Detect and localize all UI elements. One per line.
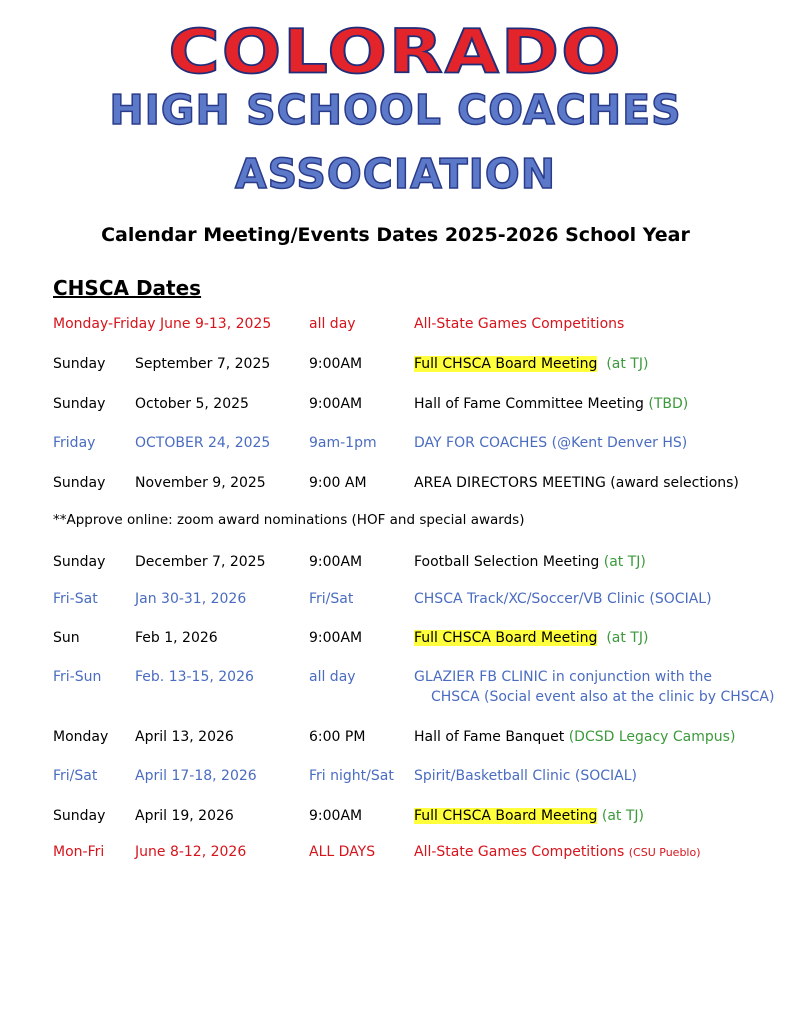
calendar-row <box>0 473 791 493</box>
row-day: Sunday <box>53 396 106 412</box>
row-event-wrap <box>414 842 701 863</box>
row-time: 9am-1pm <box>309 435 377 451</box>
row-event-location: (at TJ) <box>601 808 644 824</box>
row-event: All-State Games Competitions <box>414 844 625 860</box>
row-day: Monday-Friday <box>53 316 156 332</box>
row-event: Full CHSCA Board Meeting <box>414 630 598 646</box>
row-event: Football Selection Meeting <box>414 554 600 570</box>
row-event-wrap <box>414 628 648 648</box>
row-time: 9:00AM <box>309 396 363 412</box>
row-event-location: (at TJ) <box>606 630 649 646</box>
calendar-row <box>0 433 791 453</box>
calendar-row <box>0 589 791 609</box>
row-day: Fri/Sat <box>53 768 98 784</box>
row-day: Sunday <box>53 475 106 491</box>
row-event-wrap <box>414 806 644 826</box>
row-time: all day <box>309 316 356 332</box>
row-event-wrap <box>414 394 688 414</box>
row-time: 9:00 AM <box>309 475 367 491</box>
row-date: Feb 1, 2026 <box>135 630 218 646</box>
row-event-continued: CHSCA (Social event also at the clinic by CHSCA) <box>431 689 775 705</box>
calendar-row <box>0 314 791 334</box>
logo-high-school-coaches-text: HIGH SCHOOL COACHES <box>109 86 682 134</box>
calendar-row <box>0 842 791 862</box>
row-event: Full CHSCA Board Meeting <box>414 808 598 824</box>
row-time: 9:00AM <box>309 356 363 372</box>
row-date: April 19, 2026 <box>135 808 234 824</box>
row-date: Feb. 13-15, 2026 <box>135 669 254 685</box>
row-event: Spirit/Basketball Clinic (SOCIAL) <box>414 768 637 784</box>
approval-note: **Approve online: zoom award nominations (HOF and special awards) <box>53 512 525 528</box>
row-time: Fri/Sat <box>309 591 354 607</box>
row-day: Sunday <box>53 356 106 372</box>
row-day: Sunday <box>53 808 106 824</box>
row-event: Hall of Fame Banquet <box>414 729 565 745</box>
section-heading: CHSCA Dates <box>53 276 202 300</box>
calendar-row <box>0 394 791 414</box>
document-title: Calendar Meeting/Events Dates 2025-2026 School Year <box>101 224 690 246</box>
row-day: Mon-Fri <box>53 844 105 860</box>
row-event: CHSCA Track/XC/Soccer/VB Clinic (SOCIAL) <box>414 591 712 607</box>
calendar-row <box>0 727 791 747</box>
row-event-location: (CSU Pueblo) <box>628 846 701 859</box>
row-day: Friday <box>53 435 96 451</box>
row-event: AREA DIRECTORS MEETING (award selections) <box>414 475 739 491</box>
row-day: Sun <box>53 630 80 646</box>
row-event-wrap <box>414 552 646 572</box>
row-date: October 5, 2025 <box>135 396 249 412</box>
logo-colorado-text: COLORADO <box>168 16 623 88</box>
row-day: Fri-Sun <box>53 669 102 685</box>
calendar-row <box>0 667 791 707</box>
calendar-row <box>0 354 791 374</box>
row-day: Sunday <box>53 554 106 570</box>
row-time: 9:00AM <box>309 554 363 570</box>
row-event: Hall of Fame Committee Meeting <box>414 396 644 412</box>
row-date: Jan 30-31, 2026 <box>135 591 247 607</box>
row-time: 6:00 PM <box>309 729 366 745</box>
row-event-wrap <box>414 727 735 747</box>
row-date: September 7, 2025 <box>135 356 271 372</box>
row-event: GLAZIER FB CLINIC in conjunction with the <box>414 669 713 685</box>
calendar-row <box>0 766 791 786</box>
row-event: DAY FOR COACHES (@Kent Denver HS) <box>414 435 688 451</box>
row-time: 9:00AM <box>309 630 363 646</box>
row-date: OCTOBER 24, 2025 <box>135 435 271 451</box>
row-day: Fri-Sat <box>53 591 98 607</box>
row-time: Fri night/Sat <box>309 768 394 784</box>
calendar-row <box>0 552 791 572</box>
row-date: November 9, 2025 <box>135 475 266 491</box>
row-date: June 9-13, 2025 <box>160 316 272 332</box>
row-event-wrap <box>414 354 648 374</box>
row-event-location: (TBD) <box>648 396 689 412</box>
calendar-row <box>0 628 791 648</box>
row-date: April 17-18, 2026 <box>135 768 257 784</box>
calendar-row <box>0 806 791 826</box>
row-event-location: (DCSD Legacy Campus) <box>568 729 736 745</box>
logo-association-text: ASSOCIATION <box>234 150 557 198</box>
row-date: April 13, 2026 <box>135 729 234 745</box>
row-event-location: (at TJ) <box>603 554 646 570</box>
row-day: Monday <box>53 729 109 745</box>
row-date: June 8-12, 2026 <box>135 844 247 860</box>
row-event-location: (at TJ) <box>606 356 649 372</box>
row-date: December 7, 2025 <box>135 554 266 570</box>
row-event: Full CHSCA Board Meeting <box>414 356 598 372</box>
row-time: all day <box>309 669 356 685</box>
row-event: All-State Games Competitions <box>414 316 625 332</box>
row-time: 9:00AM <box>309 808 363 824</box>
row-time: ALL DAYS <box>309 844 376 860</box>
